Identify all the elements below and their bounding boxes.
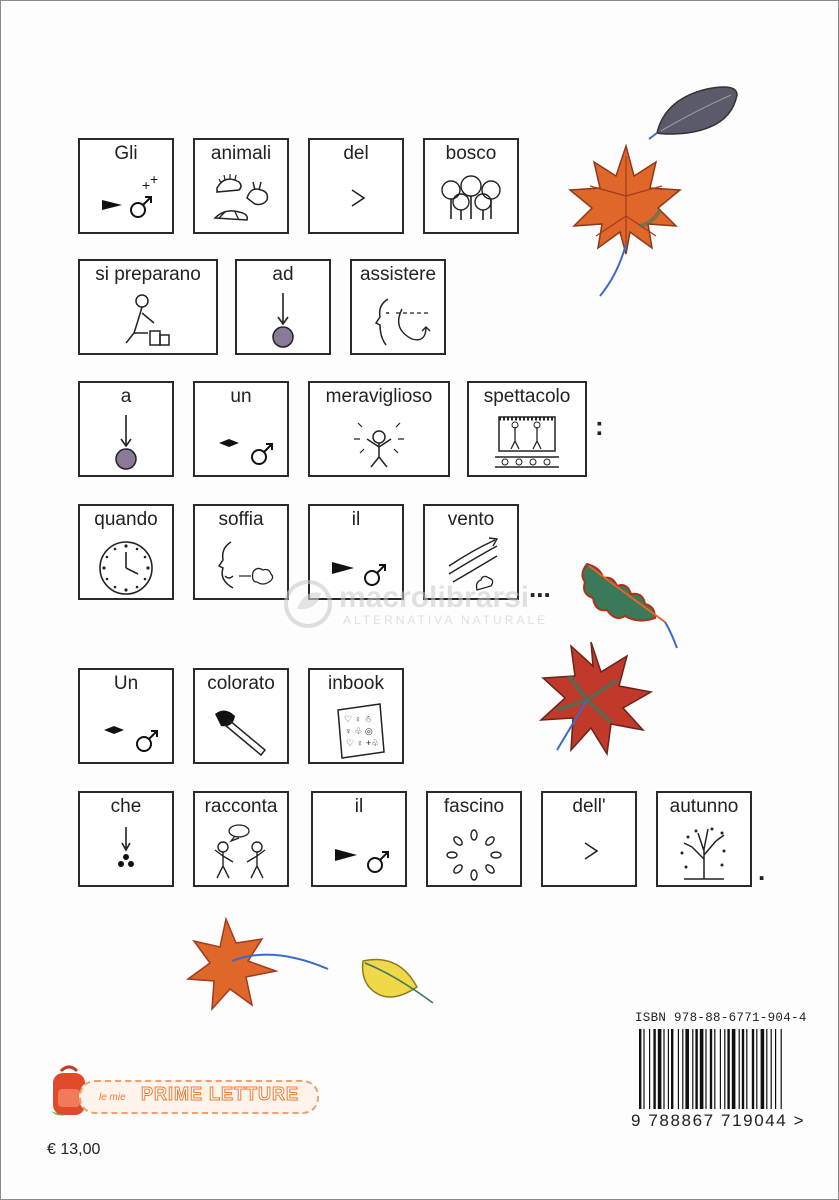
clock-icon <box>80 506 172 598</box>
inbook-page-icon <box>310 670 402 762</box>
barcode-bar <box>649 1029 650 1109</box>
card-label: il <box>351 509 361 530</box>
card-label: meraviglioso <box>325 386 433 407</box>
watermark-tagline: ALTERNATIVA NATURALE <box>343 613 549 627</box>
svg-text:♡ ♀ +♧: ♡ ♀ +♧ <box>346 738 380 748</box>
symbol-card-fascino <box>426 791 522 887</box>
card-label: assistere <box>359 264 437 285</box>
colored-pencil-icon <box>195 670 287 762</box>
price: € 13,00 <box>47 1141 101 1158</box>
charm-sparkle-icon <box>428 793 520 885</box>
barcode-bar <box>668 1029 669 1109</box>
symbol-card-assistere <box>350 259 446 355</box>
yellow-leaf-illustration-icon <box>359 953 439 1007</box>
barcode-bar <box>705 1029 706 1109</box>
svg-text:♀ ♧ ◎: ♀ ♧ ◎ <box>345 726 373 736</box>
barcode-bar <box>714 1029 715 1109</box>
symbol-card-meraviglioso <box>308 381 450 477</box>
symbol-card-animali <box>193 138 289 234</box>
symbol-card-a <box>78 381 174 477</box>
card-label: colorato <box>207 673 275 694</box>
card-label: Gli <box>114 143 138 164</box>
card-label: ad <box>272 264 294 285</box>
card-label: dell' <box>572 796 606 817</box>
forest-icon <box>425 140 517 232</box>
red-maple-leaf-illustration-icon <box>529 636 659 766</box>
autumn-tree-icon <box>658 793 750 885</box>
card-label: vento <box>447 509 495 530</box>
card-label: un <box>230 386 252 407</box>
watermark-logo-icon <box>283 579 333 629</box>
barcode-bar <box>658 1029 662 1109</box>
barcode-bar <box>724 1029 725 1109</box>
barcode-icon <box>635 1029 815 1109</box>
marvelous-icon <box>310 383 448 475</box>
barcode-bar <box>756 1029 757 1109</box>
series-name: PRIME LETTURE <box>141 1084 300 1104</box>
series-small-text: le mie <box>99 1092 126 1103</box>
barcode-bar <box>732 1029 736 1109</box>
relative-pronoun-icon <box>80 793 172 885</box>
symbol-card-il-2 <box>311 791 407 887</box>
symbol-card-si-preparano <box>78 259 218 355</box>
symbol-card-un-capital <box>78 668 174 764</box>
card-label: racconta <box>204 796 278 817</box>
svg-text:♡ ♀ ☃: ♡ ♀ ☃ <box>344 714 372 724</box>
card-label: animali <box>210 143 272 164</box>
masculine-plural-article-icon <box>80 140 172 232</box>
card-label: del <box>343 143 369 164</box>
barcode-bar <box>720 1029 721 1109</box>
tell-story-icon <box>195 793 287 885</box>
barcode-bar <box>653 1029 655 1109</box>
barcode-bar <box>663 1029 664 1109</box>
barcode-bar <box>771 1029 772 1109</box>
barcode-bar <box>766 1029 767 1109</box>
barcode-bar <box>643 1029 644 1109</box>
barcode-bar <box>781 1029 782 1109</box>
symbol-card-un <box>193 381 289 477</box>
orange-leaf-illustration-icon <box>186 911 331 1011</box>
symbol-card-inbook <box>308 668 404 764</box>
watch-icon <box>352 261 444 353</box>
barcode-bar <box>682 1029 683 1109</box>
preposition-icon <box>310 140 402 232</box>
symbol-card-bosco <box>423 138 519 234</box>
series-banner <box>79 1080 319 1114</box>
show-stage-icon <box>469 383 585 475</box>
card-label: Un <box>113 673 139 694</box>
card-label: spettacolo <box>483 386 571 407</box>
barcode-bar <box>746 1029 747 1109</box>
isbn-text: ISBN 978-88-6771-904-4 <box>635 1011 807 1025</box>
barcode-bar <box>739 1029 740 1109</box>
barcode-bar <box>671 1029 673 1109</box>
card-label: soffia <box>218 509 264 530</box>
barcode-bar <box>710 1029 712 1109</box>
symbol-card-spettacolo <box>467 381 587 477</box>
symbol-card-del <box>308 138 404 234</box>
masculine-article-icon <box>313 793 405 885</box>
direction-arrow-icon <box>80 383 172 475</box>
symbol-card-autunno <box>656 791 752 887</box>
barcode-bar <box>639 1029 641 1109</box>
symbol-card-gli <box>78 138 174 234</box>
card-label: inbook <box>328 673 384 694</box>
symbol-card-dell <box>541 791 637 887</box>
card-label: autunno <box>669 796 739 817</box>
svg-text:+: + <box>142 177 151 193</box>
barcode-bar <box>695 1029 697 1109</box>
watermark-brand: macrolibrarsi <box>339 581 530 614</box>
card-label: bosco <box>445 143 497 164</box>
maple-leaf-illustration-icon <box>556 136 696 301</box>
card-label: il <box>354 796 364 817</box>
symbol-card-ad <box>235 259 331 355</box>
colon-punctuation: : <box>595 411 604 441</box>
card-label: che <box>110 796 142 817</box>
barcode-bar <box>761 1029 765 1109</box>
barcode-bar <box>685 1029 689 1109</box>
masculine-indefinite-article-icon <box>80 670 172 762</box>
symbol-card-soffia <box>193 504 289 600</box>
symbol-card-racconta <box>193 791 289 887</box>
dark-leaf-illustration-icon <box>647 81 743 141</box>
card-label: fascino <box>443 796 505 817</box>
svg-text:+: + <box>150 171 159 187</box>
barcode-bar <box>742 1029 744 1109</box>
barcode-digits: 9 788867 719044 > <box>631 1111 806 1130</box>
symbol-card-colorato <box>193 668 289 764</box>
prepare-icon <box>80 261 216 353</box>
card-label: a <box>120 386 132 407</box>
barcode-bar <box>678 1029 679 1109</box>
preposition-icon <box>543 793 635 885</box>
barcode-bar <box>775 1029 776 1109</box>
symbol-card-quando <box>78 504 174 600</box>
barcode-bar <box>700 1029 704 1109</box>
masculine-indefinite-article-icon <box>195 383 287 475</box>
card-label: si preparano <box>95 264 201 285</box>
card-label: quando <box>94 509 158 530</box>
period-punctuation: . <box>758 856 766 886</box>
symbol-card-che <box>78 791 174 887</box>
ellipsis-punctuation: ... <box>529 573 551 603</box>
direction-arrow-icon <box>237 261 329 353</box>
blow-icon <box>195 506 287 598</box>
barcode-bar <box>727 1029 729 1109</box>
barcode-bar <box>752 1029 754 1109</box>
barcode-bar <box>692 1029 693 1109</box>
animals-icon <box>195 140 287 232</box>
